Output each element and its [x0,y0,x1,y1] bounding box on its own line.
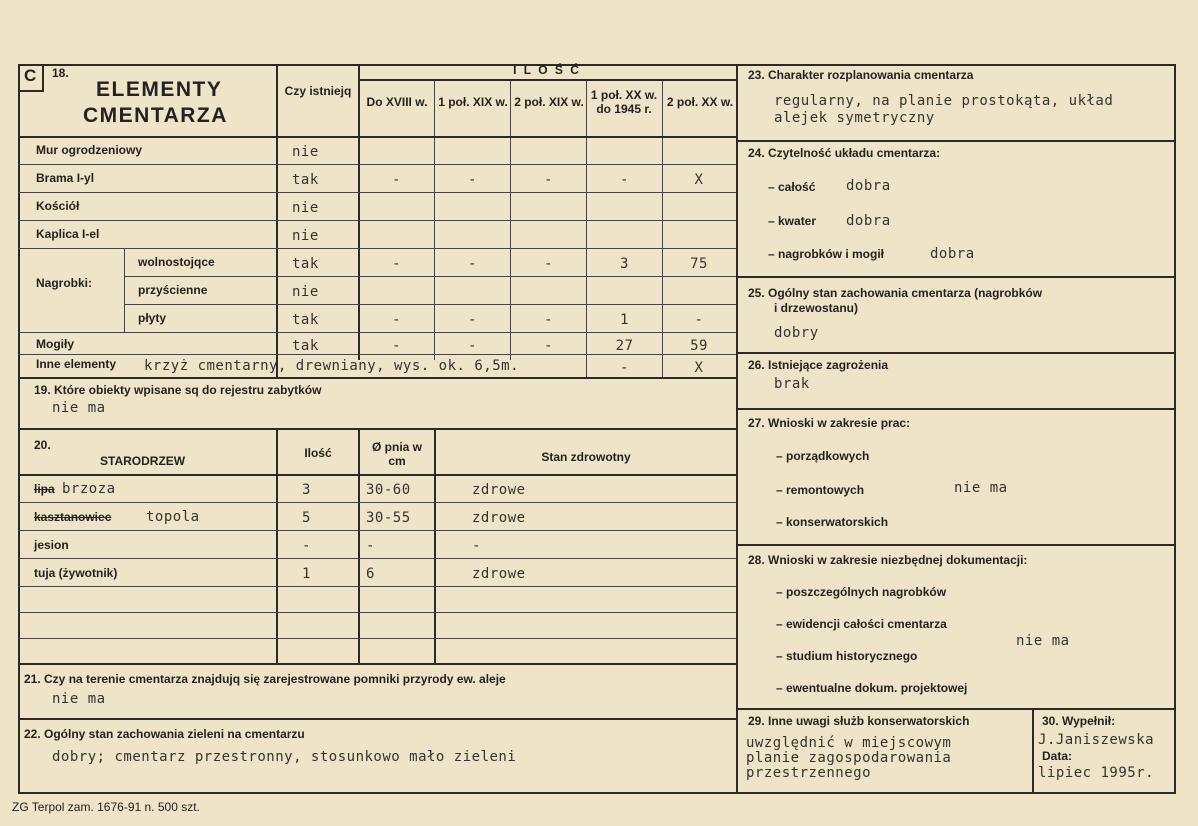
tree-diameter: 30-60 [366,482,411,498]
s26-value: brak [774,376,810,392]
element-value: - [544,256,553,272]
row-line [124,304,736,305]
other-elements-text: krzyż cmentarny, drewniany, wys. ok. 6,5m. [144,358,520,374]
element-value: X [694,172,704,188]
tree-header-qty: Ilość [304,446,332,460]
col-header: 1 poł. XIX w. [438,95,508,109]
element-exists: nie [292,144,319,160]
element-value: - [392,312,401,328]
col-header: 2 poł. XIX w. [514,95,584,109]
tree-typed-name: brzoza [62,481,116,497]
section-line [736,140,1174,142]
s22-value: dobry; cmentarz przestronny, stosunkowo mało zieleni [52,749,517,765]
element-label: Brama I-yl [36,171,95,185]
column-divider [736,64,738,794]
row-line [18,220,736,221]
element-label: Mur ogrodzeniowy [36,143,142,157]
s28-value: nie ma [1016,633,1070,649]
element-exists: tak [292,256,319,272]
s29-line1: uwzględnić w miejscowym [746,735,952,751]
element-value: - [468,338,477,354]
exists-header: Czy istniejq [284,84,352,98]
tree-header-dia: Ø pnia w cm [371,440,422,468]
nagrobki-label: Nagrobki: [36,276,93,290]
s24-label: 24. Czytelność układu cmentarza: [748,146,941,160]
s28-item: – ewidencji całości cmentarza [776,617,947,631]
element-label: wolnostojqce [138,255,215,269]
other-elements-v5: X [694,360,704,376]
elements-divider [276,64,278,378]
tree-diameter: 6 [366,566,375,582]
tree-header-state: Stan zdrowotny [541,450,631,464]
s29-line3: przestrzennego [746,765,872,781]
section-line [18,718,736,720]
tree-printed-name: jesion [34,538,69,552]
s24-item-value: dobra [846,178,891,194]
title-line2: CMENTARZA [83,104,228,127]
element-value: - [468,256,477,272]
s23-label: 23. Charakter rozplanowania cmentarza [748,68,974,82]
s28-item: – ewentualne dokum. projektowej [776,681,968,695]
element-value: - [544,312,553,328]
row-line [18,558,736,559]
section-line [736,544,1174,546]
s23-line2: alejek symetryczny [774,110,935,126]
section-line [736,408,1174,410]
s24-item-label: – nagrobków i mogił [768,247,885,261]
s20-number: 20. [34,438,51,452]
s27-label: 27. Wnioski w zakresie prac: [748,416,911,430]
element-value: - [620,172,629,188]
element-exists: tak [292,172,319,188]
element-label: płyty [138,311,167,325]
tree-typed-name: topola [146,509,200,525]
nagrobki-divider [124,248,125,332]
s24-item-value: dobra [930,246,975,262]
tree-qty: 1 [302,566,311,582]
s23-line1: regularny, na planie prostokąta, układ [774,93,1114,109]
s19-value: nie ma [52,400,106,416]
tree-qty: - [302,538,311,554]
tree-printed-name: kasztanowiec [34,510,112,524]
s25-label: 25. Ogólny stan zachowania cmentarza (nagrobków [748,286,1043,300]
other-elements-label: Inne elementy [36,357,117,371]
s25-label2: i drzewostanu) [774,301,859,315]
element-label: Mogiły [36,337,74,351]
tree-printed-name: tuja (żywotnik) [34,566,118,580]
frame-right [1174,64,1176,794]
frame-bottom [18,792,1176,794]
section-line [18,428,736,430]
tree-qty: 5 [302,510,311,526]
section-line [18,663,736,665]
s19-label: 19. Które obiekty wpisane sq do rejestru zabytków [34,383,322,397]
element-value: 75 [690,256,708,272]
s28-item: – poszczególnych nagrobków [776,585,947,599]
element-exists: tak [292,338,319,354]
element-value: 59 [690,338,708,354]
s28-item: – studium historycznego [776,649,918,663]
col-header: Do XVIII w. [366,95,428,109]
corner-line [42,64,44,92]
title-line1: ELEMENTY [96,78,223,101]
element-label: przyścienne [138,283,208,297]
element-exists: tak [292,312,319,328]
s30-name: J.Janiszewska [1038,732,1155,748]
element-exists: nie [292,284,319,300]
col-divider [662,80,663,378]
element-value: - [392,256,401,272]
s29-line2: planie zagospodarowania [746,750,952,766]
tree-state: zdrowe [472,566,526,582]
element-value: - [468,312,477,328]
s25-value: dobry [774,325,819,341]
element-value: - [694,312,704,328]
element-value: 3 [620,256,629,272]
s24-item-label: – kwater [768,214,817,228]
footer-imprint: ZG Terpol zam. 1676-91 n. 500 szt. [12,800,200,814]
col-divider [586,80,587,378]
element-value: - [392,338,401,354]
s22-label: 22. Ogólny stan zachowania zieleni na cmentarzu [24,727,305,741]
element-value: - [468,172,477,188]
s24-item-value: dobra [846,213,891,229]
corner-line [18,90,42,92]
s21-value: nie ma [52,691,106,707]
tree-diameter: 30-55 [366,510,411,526]
element-value: - [544,172,553,188]
row-line [18,638,736,639]
tree-divider [276,428,278,664]
section-number: 18. [52,66,69,80]
section-line [736,276,1174,278]
element-value: - [392,172,401,188]
element-label: Kościół [36,199,80,213]
other-elements-v4: - [620,360,629,376]
element-label: Kaplica I-el [36,227,100,241]
tree-qty: 3 [302,482,311,498]
row-line [18,612,736,613]
element-exists: nie [292,200,319,216]
section-line [736,352,1174,354]
tree-printed-name: lipa [34,482,55,496]
element-value: - [544,338,553,354]
row-line [124,276,736,277]
corner-letter: C [24,66,37,85]
s30-label: 30. Wypełnił: [1042,714,1116,728]
tree-state: zdrowe [472,510,526,526]
tree-header-name: STARODRZEW [100,454,186,468]
row-line [18,164,736,165]
s24-item-label: – całość [768,180,816,194]
element-value: 27 [615,338,634,354]
section-line [18,377,736,379]
s30-date: lipiec 1995r. [1038,765,1155,781]
s27-item: – porządkowych [776,449,870,463]
tree-state: zdrowe [472,482,526,498]
ilosc-header: I L O Ś Ć [513,63,581,77]
col-header: 2 poł. XX w. [666,95,734,109]
section-line [736,708,1174,710]
row-line [18,530,736,531]
row-line [18,354,736,355]
element-value: 1 [620,312,629,328]
row-line [18,192,736,193]
col-header: 1 poł. XX w. do 1945 r. [590,88,658,116]
row-line [18,502,736,503]
s27-item: – konserwatorskich [776,515,889,529]
tree-state: - [472,538,481,554]
tree-header-line [18,474,736,476]
tree-diameter: - [366,538,375,554]
s26-label: 26. Istniejące zagrożenia [748,358,889,372]
tree-divider [358,428,360,664]
s30-date-label: Data: [1042,749,1073,763]
element-exists: nie [292,228,319,244]
s21-label: 21. Czy na terenie cmentarza znajdujq się zarejestrowane pomniki przyrody ew. aleje [24,672,506,686]
header-line [18,136,736,138]
s28-label: 28. Wnioski w zakresie niezbędnej dokumentacji: [748,553,1028,567]
s27-value: nie ma [954,480,1008,496]
row-line [18,248,736,249]
ilosc-line [358,79,736,81]
row-line [18,586,736,587]
row-line [18,332,736,333]
s30-divider [1032,708,1034,794]
s29-label: 29. Inne uwagi służb konserwatorskich [748,714,970,728]
s27-item: – remontowych [776,483,865,497]
